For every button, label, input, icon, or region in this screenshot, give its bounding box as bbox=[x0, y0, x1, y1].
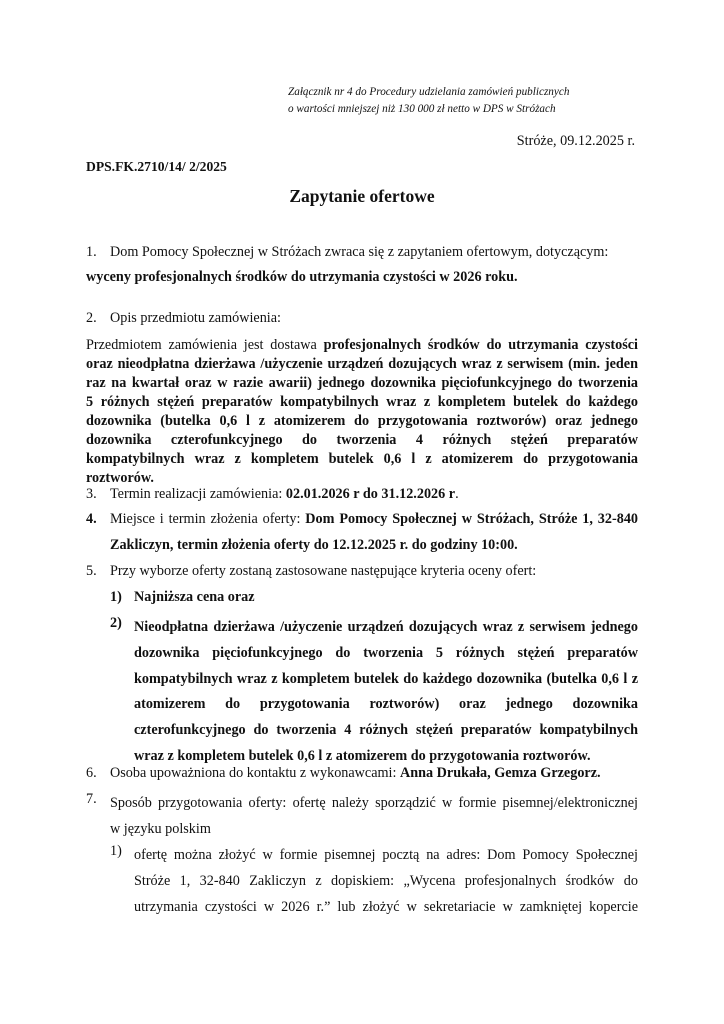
section-7-line: w języku polskim bbox=[110, 820, 211, 837]
section-4-text: Miejsce i termin złożenia oferty: bbox=[110, 511, 306, 527]
section-1-subject: wyceny profesjonalnych środków do utrzymania czystości w 2026 roku. bbox=[86, 269, 518, 285]
section-6 bbox=[86, 765, 601, 782]
criterion-line: kompatybilnych wraz z kompletem butelek do każdego dozownika (butelka 0,6 l z bbox=[134, 670, 638, 687]
annex-note-line-2: o wartości mniejszej niż 130 000 zł netto w DPS w Stróżach bbox=[288, 103, 556, 115]
section-1-number: 1. bbox=[86, 244, 97, 260]
section-4-place: Dom Pomocy Społecznej w Stróżach, Stróże 1, 32-840 bbox=[305, 511, 638, 527]
section-7-sub-number: 1) bbox=[110, 843, 122, 859]
reference-number: DPS.FK.2710/14/ 2/2025 bbox=[86, 159, 227, 174]
description-line: 5 różnych stężeń preparatów kompatybilnych wraz z kompletem butelek do każdego bbox=[86, 394, 638, 410]
submission-line: utrzymania czystości w 2026 r.” lub złożyć w sekretariacie w zamkniętej kopercie bbox=[134, 898, 638, 915]
section-5-number: 5. bbox=[86, 563, 97, 579]
contact-persons: Anna Drukała, Gemza Grzegorz. bbox=[400, 765, 601, 781]
criterion-1: 1) Najniższa cena oraz bbox=[110, 589, 255, 605]
annex-note-line-1: Załącznik nr 4 do Procedury udzielania zamówień publicznych bbox=[288, 86, 570, 98]
section-2 bbox=[86, 310, 281, 327]
place-date: Stróże, 09.12.2025 r. bbox=[516, 133, 635, 149]
section-3: 3. Termin realizacji zamówienia: 02.01.2026 r do 31.12.2026 r. bbox=[86, 486, 459, 502]
section-6-text: Osoba upoważniona do kontaktu z wykonawcami: bbox=[110, 765, 400, 781]
description-line: dozownika czterofunkcyjnego do tworzenia 4 różnych stężeń preparatów bbox=[86, 432, 638, 448]
section-7 bbox=[110, 791, 638, 843]
section-7-line: Sposób przygotowania oferty: ofertę należy sporządzić w formie pisemnej/elektronicznej bbox=[110, 795, 638, 811]
section-1 bbox=[86, 244, 608, 261]
description-line: roztworów. bbox=[86, 470, 154, 486]
section-1-text: Dom Pomocy Społecznej w Stróżach zwraca się z zapytaniem ofertowym, dotyczącym: bbox=[110, 244, 609, 260]
section-3-text: Termin realizacji zamówienia: bbox=[110, 486, 286, 502]
description-line: raz na kwartał oraz w razie awarii) jednego dozownika pięciofunkcyjnego do tworzenia bbox=[86, 375, 638, 391]
description-line: oraz nieodpłatna dzierżawa /użyczenie urządzeń dozujących wraz z serwisem (min. jeden bbox=[86, 356, 638, 372]
section-7-submission bbox=[134, 843, 638, 920]
description-line: dozownika (butelka 0,6 l z atomizerem do przygotowania roztworów) oraz jednego bbox=[86, 413, 638, 429]
submission-line: Stróże 1, 32-840 Zakliczyn z dopiskiem: „Wycena profesjonalnych środków do bbox=[134, 872, 638, 889]
criterion-2-number: 2) bbox=[110, 615, 122, 631]
section-7-number: 7. bbox=[86, 791, 97, 807]
criterion-2 bbox=[134, 615, 638, 770]
criterion-line: wraz z kompletem butelek 0,6 l z atomizerem do przygotowania roztworów. bbox=[134, 747, 591, 764]
criterion-line: dozownika pięciofunkcyjnego do tworzenia 5 różnych stężeń preparatów bbox=[134, 644, 638, 661]
document-title: Zapytanie ofertowe bbox=[289, 186, 435, 206]
section-5 bbox=[86, 563, 536, 580]
section-2-text: Opis przedmiotu zamówienia: bbox=[110, 310, 281, 326]
submission-line: ofertę można złożyć w formie pisemnej pocztą na adres: Dom Pomocy Społecznej bbox=[134, 847, 638, 863]
section-2-description bbox=[86, 336, 638, 488]
section-6-number: 6. bbox=[86, 765, 97, 781]
section-5-text: Przy wyborze oferty zostaną zastosowane następujące kryteria oceny ofert: bbox=[110, 563, 537, 579]
section-4-number: 4. bbox=[86, 511, 97, 527]
criterion-line: czterofunkcyjnego do tworzenia 4 różnych stężeń preparatów kompatybilnych bbox=[134, 722, 638, 739]
criterion-line: Nieodpłatna dzierżawa /użyczenie urządzeń dozujących wraz z serwisem jednego bbox=[134, 619, 638, 635]
section-3-dates: 02.01.2026 r do 31.12.2026 r bbox=[285, 486, 456, 502]
description-line: Przedmiotem zamówienia jest dostawa profesjonalnych środków do utrzymania czystości bbox=[86, 337, 638, 353]
section-4 bbox=[86, 511, 638, 528]
section-3-number: 3. bbox=[86, 486, 97, 502]
section-4-deadline: Zakliczyn, termin złożenia oferty do 12.12.2025 r. do godziny 10:00. bbox=[110, 537, 518, 553]
description-line: kompatybilnych wraz z kompletem butelek 0,6 l z atomizerem do przygotowania bbox=[86, 451, 638, 467]
criterion-line: atomizerem do przygotowania roztworów) oraz jednego dozownika bbox=[134, 696, 638, 713]
section-2-number: 2. bbox=[86, 310, 97, 326]
